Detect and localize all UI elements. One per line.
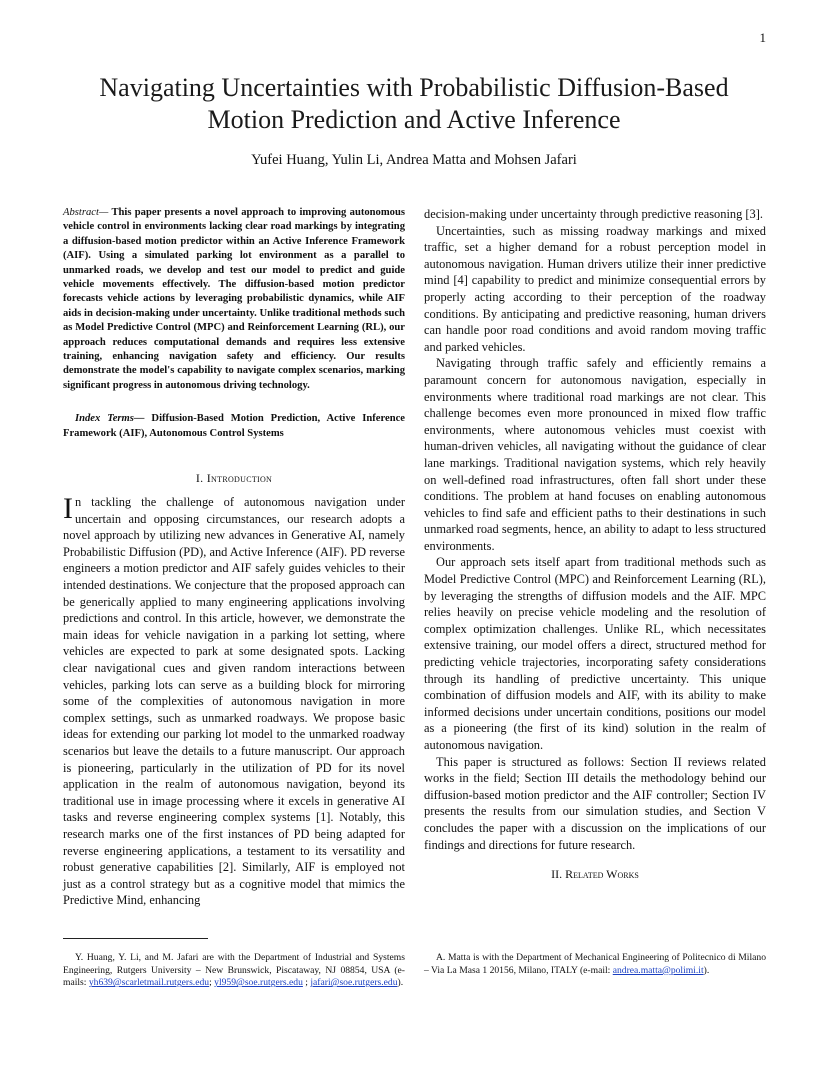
section-heading-introduction bbox=[63, 471, 405, 486]
footnote-text: Y. Huang, Y. Li, and M. Jafari are with the Department of Industrial and Systems Engineering, Rutgers University – New Brunswick, Piscataway, NJ 08854, USA (e-mails: bbox=[63, 952, 405, 989]
section-title: Related Works bbox=[565, 867, 639, 882]
index-terms bbox=[63, 412, 405, 441]
intro-paragraph-4: Our approach sets itself apart from traditional methods such as Model Predictive Control (MPC) and Reinforcement Learning (RL), by leveraging the strengths of diffusion models and the AIF. MPC relies heavily on precise vehicle modeling and the resolution of complex optimization challenges. Unlike RL, which necessitates extensive training, our model offers a direct, structured method for predicting vehicle trajectories, incorporating safety considerations through its handling of predictive uncertainty. This unique combination of diffusion models and AIF, with its ability to make informed decisions under uncertain conditions, positions our model as a pioneering (the first of its kind) solution in the realm of autonomous navigation. bbox=[424, 555, 766, 752]
left-column bbox=[63, 206, 405, 909]
email-link[interactable]: yl959@soe.rutgers.edu bbox=[214, 977, 303, 989]
paragraph-text: n tackling the challenge of autonomous navigation under uncertain and opposing circumstances, our research adopts a novel approach by utilizing new advances in Generative AI, namely Probabilistic Diffusion (PD), and Active Inference (AIF). PD reverse engineers a motion predictor and AIF safely guides vehicles to their intended destinations. We conjecture that the proposed approach can be generically applied to many engineering applications involving predictions and control. In this article, however, we demonstrate the main ideas for vehicle navigation in a parking lot setting, where vehicles are expected to park at some designated spots. Lacking clear navigational cues and given random interactions between vehicles, parking lots can serve as a building block for mirroring some of the complexities of autonomous navigation in more complex settings, such as unmarked roadways. We propose basic ideas for extending our parking lot model to the unmarked roadway scenarios but leave the details to a future manuscript. Our approach is pioneering, particularly in the utilization of PD for its novel application in the realm of autonomous navigation, beyond its traditional use in image processing where it excels in generative AI tasks and reverse engineering complex systems [1]. Notably, this research marks one of the first instances of PD being adapted for reverse engineering applications, a testament to its versatility and robust generative capabilities [2]. Similarly, AIF is employed not just as a control strategy but as a cognitive model that mimics the Predictive Mind, enhancing bbox=[63, 495, 405, 908]
intro-paragraph-1-continued: decision-making under uncertainty through predictive reasoning [3]. bbox=[424, 207, 763, 221]
intro-paragraph-2: Uncertainties, such as missing roadway markings and mixed traffic, set a higher demand for a robust perception model in autonomous navigation. Human drivers utilize their inner predictive mind [4] capability to predict and minimize consequential errors by properly acting according to their perception of the roadway conditions. By anticipating and predictive reasoning, human drivers can handle poor road conditions and avoid random moving traffic and parked vehicles. bbox=[424, 223, 766, 354]
footnote-affiliation-rutgers bbox=[63, 952, 405, 990]
author-list: Yufei Huang, Yulin Li, Andrea Matta and Mohsen Jafari bbox=[251, 152, 577, 168]
abstract-text: This paper presents a novel approach to improving autonomous vehicle control in environments lacking clear road markings by integrating a diffusion-based motion predictor within an Active Inference Framework (AIF). Using a simulated parking lot environment as a parallel to unmarked roads, we develop and test our model to predict and guide vehicle movements effectively. The diffusion-based motion predictor forecasts vehicle actions by leveraging probabilistic dynamics, while AIF aids in decision-making under uncertainty. Unlike traditional methods such as Model Predictive Control (MPC) and Reinforcement Learning (RL), our approach reduces computational demands and requires less extensive training, enhancing navigation safety and efficiency. Our results demonstrate the model's capability to navigate complex scenarios, marking significant progress in autonomous driving technology. bbox=[63, 207, 405, 391]
drop-cap: I bbox=[63, 492, 73, 526]
abstract-label: Abstract— bbox=[63, 207, 109, 218]
section-heading-related-works bbox=[424, 867, 766, 882]
index-terms-text: Diffusion-Based Motion Prediction, Active Inference Framework (AIF), Autonomous Control Systems bbox=[63, 413, 405, 439]
intro-paragraph-3: Navigating through traffic safely and efficiently remains a paramount concern for autonomous navigation, especially in environments where traditional road markings are not clear. This challenge becomes even more pronounced in mixed flow traffic environments, where autonomous vehicles must coexist with human-driven vehicles, all navigating without the guidance of clear lane markings. Traditional navigation systems, which rely heavily on well-defined road infrastructures, often fall short under these conditions. The problem at hand focuses on enabling autonomous vehicles to find safe and efficient paths to their destinations in such unmarked road segments, hence, an ability to adapt to less structured environments. bbox=[424, 356, 766, 553]
separator: ; bbox=[209, 977, 215, 989]
footnote-rule bbox=[63, 938, 208, 939]
section-title: Introduction bbox=[206, 471, 273, 486]
abstract bbox=[63, 206, 405, 393]
page-number: 1 bbox=[759, 30, 766, 45]
footnote-affiliation-polimi bbox=[424, 952, 766, 977]
separator: ; bbox=[302, 977, 311, 989]
email-link[interactable]: jafari@soe.rutgers.edu bbox=[310, 977, 398, 989]
index-terms-label: Index Terms— bbox=[75, 413, 145, 425]
right-column bbox=[424, 206, 766, 882]
section-number: I. bbox=[195, 471, 204, 486]
footnote-text: A. Matta is with the Department of Mechanical Engineering of Politecnico di Milano – Via La Masa 1 20156, Milano, ITALY (e-mail: bbox=[424, 952, 766, 976]
section-number: II. bbox=[551, 867, 563, 882]
email-link[interactable]: andrea.matta@polimi.it bbox=[612, 964, 704, 976]
footnote-end: ). bbox=[397, 977, 404, 989]
footnote-end: ). bbox=[703, 964, 710, 976]
email-link[interactable]: yh639@scarletmail.rutgers.edu bbox=[88, 977, 210, 989]
intro-paragraph-1 bbox=[63, 494, 405, 909]
paper-title: Navigating Uncertainties with Probabilistic Diffusion-Based Motion Prediction and Active Inference bbox=[99, 73, 729, 134]
intro-paragraph-5: This paper is structured as follows: Section II reviews related works in the field; Section III details the methodology behind our diffusion-based motion predictor and the AIF controller; Section IV presents the results from our simulation studies, and Section V concludes the paper with a discussion on the implications of our findings and directions for future research. bbox=[424, 754, 766, 852]
